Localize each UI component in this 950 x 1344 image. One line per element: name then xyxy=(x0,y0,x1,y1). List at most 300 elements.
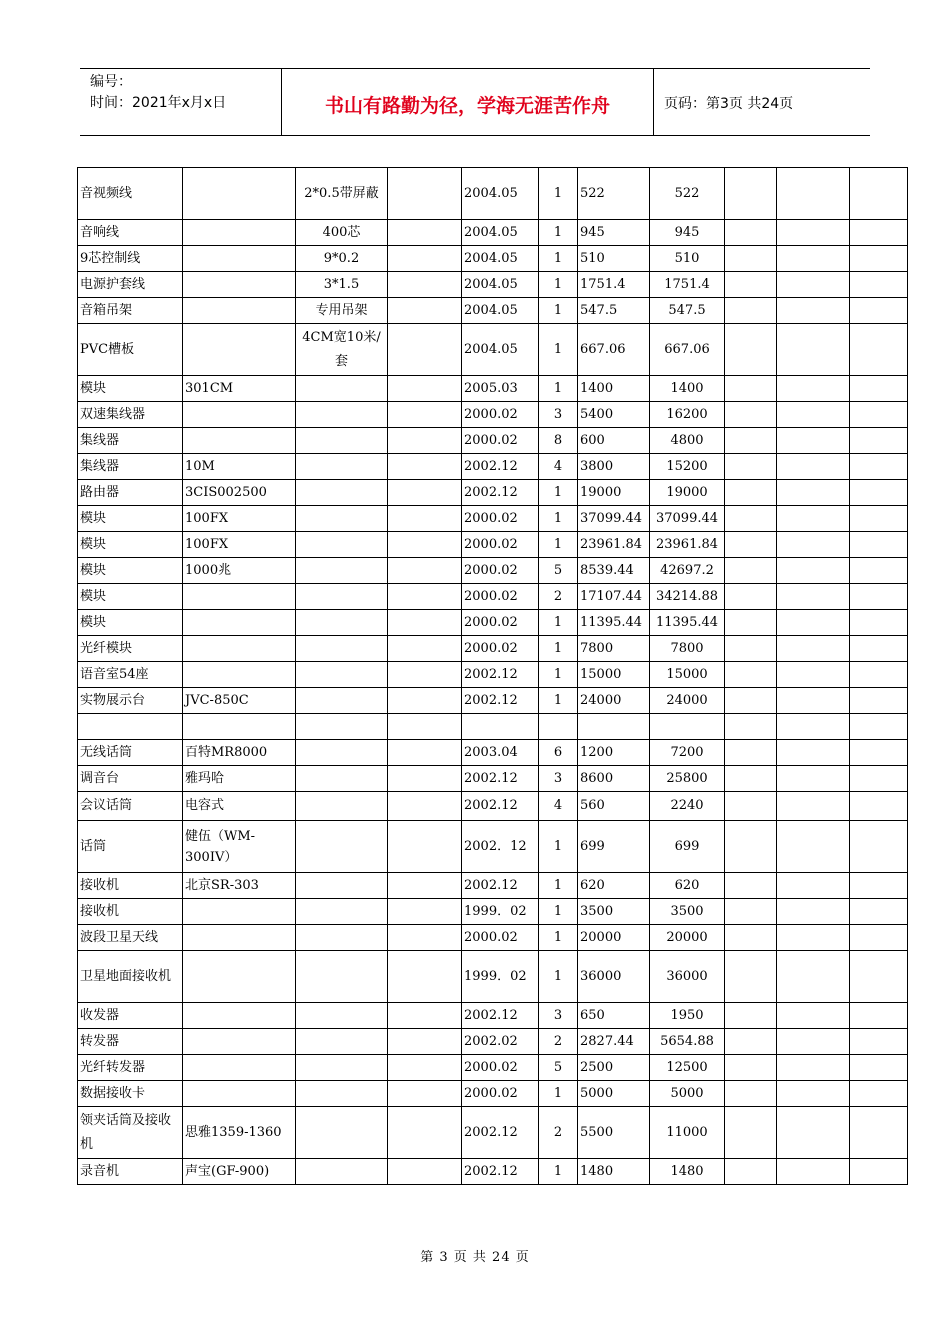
cell-spec xyxy=(296,1159,388,1185)
cell-spec xyxy=(296,688,388,714)
cell-total: 522 xyxy=(650,168,725,220)
cell-qty: 4 xyxy=(539,454,578,480)
cell-qty: 5 xyxy=(539,558,578,584)
empty-cell xyxy=(725,925,777,951)
empty-cell xyxy=(388,532,462,558)
cell-total: 620 xyxy=(650,873,725,899)
empty-cell xyxy=(777,925,850,951)
empty-cell xyxy=(777,610,850,636)
empty-cell xyxy=(388,925,462,951)
cell-qty: 1 xyxy=(539,532,578,558)
empty-cell xyxy=(388,792,462,821)
cell-qty: 3 xyxy=(539,402,578,428)
cell-qty: 3 xyxy=(539,766,578,792)
cell-name: 路由器 xyxy=(78,480,183,506)
cell-total: 5000 xyxy=(650,1081,725,1107)
empty-cell xyxy=(850,1029,908,1055)
empty-cell xyxy=(777,506,850,532)
empty-cell xyxy=(777,246,850,272)
cell-date: 1999．02 xyxy=(462,899,539,925)
cell-qty: 1 xyxy=(539,925,578,951)
cell-name: 集线器 xyxy=(78,428,183,454)
empty-cell xyxy=(388,951,462,1003)
empty-cell xyxy=(725,636,777,662)
cell-spec xyxy=(296,925,388,951)
empty-cell xyxy=(850,873,908,899)
cell-price: 1400 xyxy=(578,376,650,402)
cell-total: 1751.4 xyxy=(650,272,725,298)
empty-cell xyxy=(850,454,908,480)
cell-model xyxy=(183,1055,296,1081)
table-row xyxy=(78,1159,908,1185)
empty-cell xyxy=(850,1159,908,1185)
cell-qty: 1 xyxy=(539,951,578,1003)
empty-cell xyxy=(725,428,777,454)
cell-qty: 8 xyxy=(539,428,578,454)
empty-cell xyxy=(777,272,850,298)
empty-cell xyxy=(388,480,462,506)
cell-model: 思雅1359-1360 xyxy=(183,1107,296,1159)
cell-qty: 2 xyxy=(539,584,578,610)
empty-cell xyxy=(850,324,908,376)
cell-model: 100FX xyxy=(183,506,296,532)
empty-cell xyxy=(777,532,850,558)
empty-cell xyxy=(850,766,908,792)
empty-cell xyxy=(777,168,850,220)
cell-spec: 2*0.5带屏蔽 xyxy=(296,168,388,220)
cell-qty: 1 xyxy=(539,821,578,873)
empty-cell xyxy=(725,740,777,766)
empty-cell xyxy=(388,1107,462,1159)
cell-spec xyxy=(296,951,388,1003)
cell-price: 547.5 xyxy=(578,298,650,324)
table-row xyxy=(78,324,908,376)
cell-total: 42697.2 xyxy=(650,558,725,584)
cell-price: 20000 xyxy=(578,925,650,951)
empty-cell xyxy=(725,610,777,636)
cell-price: 600 xyxy=(578,428,650,454)
empty-cell xyxy=(388,714,462,740)
empty-cell xyxy=(850,899,908,925)
table-row xyxy=(78,688,908,714)
document-time-label: 时间：2021年x月x日 xyxy=(90,95,227,111)
empty-cell xyxy=(850,610,908,636)
table-row xyxy=(78,246,908,272)
cell-price: 23961.84 xyxy=(578,532,650,558)
cell-name: 集线器 xyxy=(78,454,183,480)
cell-spec xyxy=(296,792,388,821)
cell-date: 2003.04 xyxy=(462,740,539,766)
cell-date: 2000.02 xyxy=(462,925,539,951)
empty-cell xyxy=(777,298,850,324)
cell-total: 667.06 xyxy=(650,324,725,376)
empty-cell xyxy=(777,1081,850,1107)
cell-qty: 1 xyxy=(539,298,578,324)
cell-date: 2002.12 xyxy=(462,1003,539,1029)
cell-name xyxy=(78,714,183,740)
empty-cell xyxy=(388,1159,462,1185)
cell-date: 2002.12 xyxy=(462,766,539,792)
cell-model: 100FX xyxy=(183,532,296,558)
cell-name: 收发器 xyxy=(78,1003,183,1029)
cell-total: 7800 xyxy=(650,636,725,662)
table-row xyxy=(78,272,908,298)
cell-spec xyxy=(296,1029,388,1055)
cell-qty: 2 xyxy=(539,1029,578,1055)
empty-cell xyxy=(850,951,908,1003)
empty-cell xyxy=(388,821,462,873)
empty-cell xyxy=(388,298,462,324)
cell-qty: 1 xyxy=(539,506,578,532)
empty-cell xyxy=(850,246,908,272)
equipment-table xyxy=(77,167,908,1185)
empty-cell xyxy=(725,1055,777,1081)
cell-model: JVC-850C xyxy=(183,688,296,714)
cell-spec: 400芯 xyxy=(296,220,388,246)
empty-cell xyxy=(388,584,462,610)
empty-cell xyxy=(850,272,908,298)
empty-cell xyxy=(777,766,850,792)
cell-price: 620 xyxy=(578,873,650,899)
cell-qty: 1 xyxy=(539,636,578,662)
empty-cell xyxy=(777,873,850,899)
empty-cell xyxy=(725,1159,777,1185)
empty-cell xyxy=(388,1003,462,1029)
empty-cell xyxy=(777,428,850,454)
cell-model: 10M xyxy=(183,454,296,480)
cell-total: 3500 xyxy=(650,899,725,925)
cell-date: 2004.05 xyxy=(462,168,539,220)
empty-cell xyxy=(388,324,462,376)
empty-cell xyxy=(725,376,777,402)
cell-model xyxy=(183,584,296,610)
empty-cell xyxy=(388,1055,462,1081)
empty-cell xyxy=(725,766,777,792)
cell-spec xyxy=(296,376,388,402)
table-row xyxy=(78,740,908,766)
cell-date: 2004.05 xyxy=(462,298,539,324)
cell-spec xyxy=(296,821,388,873)
cell-date: 2000.02 xyxy=(462,402,539,428)
cell-date: 2000.02 xyxy=(462,610,539,636)
cell-total: 24000 xyxy=(650,688,725,714)
cell-price: 2500 xyxy=(578,1055,650,1081)
empty-cell xyxy=(850,402,908,428)
empty-cell xyxy=(777,480,850,506)
table-row xyxy=(78,1107,908,1159)
cell-name: 卫星地面接收机 xyxy=(78,951,183,1003)
table-row xyxy=(78,873,908,899)
cell-date: 2005.03 xyxy=(462,376,539,402)
table-row xyxy=(78,766,908,792)
cell-date: 2002.12 xyxy=(462,454,539,480)
table-row xyxy=(78,899,908,925)
empty-cell xyxy=(850,821,908,873)
page-header xyxy=(80,68,870,136)
cell-qty: 1 xyxy=(539,662,578,688)
cell-date: 2004.05 xyxy=(462,220,539,246)
cell-date: 2002.12 xyxy=(462,1107,539,1159)
empty-cell xyxy=(725,558,777,584)
empty-cell xyxy=(850,532,908,558)
table-row xyxy=(78,925,908,951)
empty-cell xyxy=(725,506,777,532)
cell-model: 1000兆 xyxy=(183,558,296,584)
cell-name: 音视频线 xyxy=(78,168,183,220)
empty-cell xyxy=(777,899,850,925)
empty-cell xyxy=(777,1029,850,1055)
empty-cell xyxy=(388,1081,462,1107)
cell-spec: 4CM宽10米/套 xyxy=(296,324,388,376)
document-number-label: 编号： xyxy=(90,74,132,90)
empty-cell xyxy=(388,506,462,532)
empty-cell xyxy=(388,454,462,480)
cell-spec xyxy=(296,402,388,428)
cell-date: 2004.05 xyxy=(462,246,539,272)
cell-name: 光纤转发器 xyxy=(78,1055,183,1081)
table-row xyxy=(78,428,908,454)
cell-total: 23961.84 xyxy=(650,532,725,558)
empty-cell xyxy=(388,662,462,688)
empty-cell xyxy=(850,740,908,766)
cell-total: 15000 xyxy=(650,662,725,688)
cell-model xyxy=(183,428,296,454)
cell-model: 雅玛哈 xyxy=(183,766,296,792)
cell-name: 双速集线器 xyxy=(78,402,183,428)
empty-cell xyxy=(777,636,850,662)
cell-name: 模块 xyxy=(78,610,183,636)
cell-total: 547.5 xyxy=(650,298,725,324)
cell-price: 3800 xyxy=(578,454,650,480)
cell-spec xyxy=(296,532,388,558)
cell-qty: 1 xyxy=(539,610,578,636)
cell-qty: 1 xyxy=(539,272,578,298)
cell-total: 16200 xyxy=(650,402,725,428)
cell-price: 522 xyxy=(578,168,650,220)
cell-spec: 9*0.2 xyxy=(296,246,388,272)
cell-qty: 3 xyxy=(539,1003,578,1029)
table-row xyxy=(78,1029,908,1055)
empty-cell xyxy=(725,480,777,506)
cell-price: 5000 xyxy=(578,1081,650,1107)
empty-cell xyxy=(850,1003,908,1029)
cell-name: 音响线 xyxy=(78,220,183,246)
cell-spec xyxy=(296,766,388,792)
header-meta xyxy=(80,69,282,135)
cell-name: 录音机 xyxy=(78,1159,183,1185)
cell-price: 36000 xyxy=(578,951,650,1003)
empty-cell xyxy=(388,636,462,662)
empty-cell xyxy=(725,1003,777,1029)
cell-price: 945 xyxy=(578,220,650,246)
empty-cell xyxy=(777,220,850,246)
cell-qty: 1 xyxy=(539,688,578,714)
empty-cell xyxy=(388,246,462,272)
cell-date: 2002.12 xyxy=(462,688,539,714)
cell-name: 光纤模块 xyxy=(78,636,183,662)
cell-total: 37099.44 xyxy=(650,506,725,532)
cell-price: 7800 xyxy=(578,636,650,662)
cell-price: 15000 xyxy=(578,662,650,688)
table-row xyxy=(78,168,908,220)
empty-cell xyxy=(388,558,462,584)
cell-date: 2002.12 xyxy=(462,1159,539,1185)
empty-cell xyxy=(388,873,462,899)
empty-cell xyxy=(725,402,777,428)
cell-qty: 1 xyxy=(539,168,578,220)
cell-date: 2002.12 xyxy=(462,480,539,506)
cell-total: 12500 xyxy=(650,1055,725,1081)
cell-date: 2002．12 xyxy=(462,821,539,873)
empty-cell xyxy=(725,1081,777,1107)
cell-qty: 1 xyxy=(539,1081,578,1107)
empty-cell xyxy=(725,714,777,740)
cell-date: 2002.12 xyxy=(462,792,539,821)
empty-cell xyxy=(777,402,850,428)
cell-date: 2000.02 xyxy=(462,506,539,532)
empty-cell xyxy=(777,376,850,402)
empty-cell xyxy=(388,272,462,298)
cell-price: 8600 xyxy=(578,766,650,792)
cell-price: 24000 xyxy=(578,688,650,714)
empty-cell xyxy=(777,558,850,584)
cell-model xyxy=(183,272,296,298)
empty-cell xyxy=(388,766,462,792)
cell-qty: 1 xyxy=(539,899,578,925)
cell-spec xyxy=(296,662,388,688)
cell-model xyxy=(183,246,296,272)
cell-price: 667.06 xyxy=(578,324,650,376)
cell-name: 转发器 xyxy=(78,1029,183,1055)
cell-price: 2827.44 xyxy=(578,1029,650,1055)
cell-date: 2004.05 xyxy=(462,272,539,298)
cell-total: 945 xyxy=(650,220,725,246)
table-row xyxy=(78,792,908,821)
cell-model xyxy=(183,899,296,925)
cell-price: 17107.44 xyxy=(578,584,650,610)
cell-date: 2000.02 xyxy=(462,532,539,558)
cell-date: 2000.02 xyxy=(462,636,539,662)
empty-cell xyxy=(850,662,908,688)
cell-price: 11395.44 xyxy=(578,610,650,636)
empty-cell xyxy=(777,1159,850,1185)
cell-price: 8539.44 xyxy=(578,558,650,584)
empty-cell xyxy=(850,1081,908,1107)
table-row xyxy=(78,951,908,1003)
empty-cell xyxy=(725,532,777,558)
cell-date: 2000.02 xyxy=(462,428,539,454)
cell-date: 2000.02 xyxy=(462,1081,539,1107)
cell-price: 19000 xyxy=(578,480,650,506)
empty-cell xyxy=(388,376,462,402)
cell-spec xyxy=(296,480,388,506)
empty-cell xyxy=(725,584,777,610)
table-row xyxy=(78,558,908,584)
table-row xyxy=(78,662,908,688)
cell-spec xyxy=(296,558,388,584)
cell-name: 实物展示台 xyxy=(78,688,183,714)
cell-spec xyxy=(296,714,388,740)
cell-name: 模块 xyxy=(78,506,183,532)
cell-price: 1200 xyxy=(578,740,650,766)
cell-qty: 1 xyxy=(539,376,578,402)
cell-total: 36000 xyxy=(650,951,725,1003)
cell-qty xyxy=(539,714,578,740)
cell-spec xyxy=(296,899,388,925)
empty-cell xyxy=(388,610,462,636)
cell-name: 语音室54座 xyxy=(78,662,183,688)
empty-cell xyxy=(388,688,462,714)
empty-cell xyxy=(725,454,777,480)
empty-cell xyxy=(777,1003,850,1029)
cell-price: 5400 xyxy=(578,402,650,428)
cell-qty: 1 xyxy=(539,324,578,376)
cell-total: 11000 xyxy=(650,1107,725,1159)
cell-date: 2000.02 xyxy=(462,1055,539,1081)
cell-model: 声宝(GF-900) xyxy=(183,1159,296,1185)
table-row xyxy=(78,376,908,402)
cell-name: 话筒 xyxy=(78,821,183,873)
table-row xyxy=(78,1003,908,1029)
cell-model xyxy=(183,298,296,324)
table-row xyxy=(78,454,908,480)
cell-total: 1950 xyxy=(650,1003,725,1029)
empty-cell xyxy=(388,428,462,454)
cell-name: 波段卫星天线 xyxy=(78,925,183,951)
cell-price: 510 xyxy=(578,246,650,272)
cell-model xyxy=(183,662,296,688)
cell-date xyxy=(462,714,539,740)
cell-date: 2000.02 xyxy=(462,558,539,584)
cell-model xyxy=(183,220,296,246)
empty-cell xyxy=(850,428,908,454)
cell-qty: 1 xyxy=(539,873,578,899)
table-row xyxy=(78,532,908,558)
empty-cell xyxy=(777,792,850,821)
cell-total: 5654.88 xyxy=(650,1029,725,1055)
cell-price: 699 xyxy=(578,821,650,873)
empty-cell xyxy=(777,740,850,766)
cell-total: 11395.44 xyxy=(650,610,725,636)
cell-qty: 1 xyxy=(539,1159,578,1185)
empty-cell xyxy=(850,925,908,951)
table-row xyxy=(78,220,908,246)
cell-name: 模块 xyxy=(78,584,183,610)
empty-cell xyxy=(850,168,908,220)
cell-total: 15200 xyxy=(650,454,725,480)
empty-cell xyxy=(725,821,777,873)
table-row xyxy=(78,298,908,324)
cell-total: 4800 xyxy=(650,428,725,454)
equipment-table-body xyxy=(78,168,908,1185)
cell-model: 301CM xyxy=(183,376,296,402)
cell-model: 电容式 xyxy=(183,792,296,821)
empty-cell xyxy=(725,688,777,714)
table-row xyxy=(78,714,908,740)
cell-total: 1400 xyxy=(650,376,725,402)
cell-name: 模块 xyxy=(78,376,183,402)
page-footer: 第 3 页 共 24 页 xyxy=(420,1250,530,1265)
cell-spec: 3*1.5 xyxy=(296,272,388,298)
cell-spec xyxy=(296,610,388,636)
cell-spec xyxy=(296,454,388,480)
cell-total: 2240 xyxy=(650,792,725,821)
cell-spec xyxy=(296,1081,388,1107)
empty-cell xyxy=(388,740,462,766)
cell-spec: 专用吊架 xyxy=(296,298,388,324)
cell-price: 1480 xyxy=(578,1159,650,1185)
empty-cell xyxy=(725,662,777,688)
